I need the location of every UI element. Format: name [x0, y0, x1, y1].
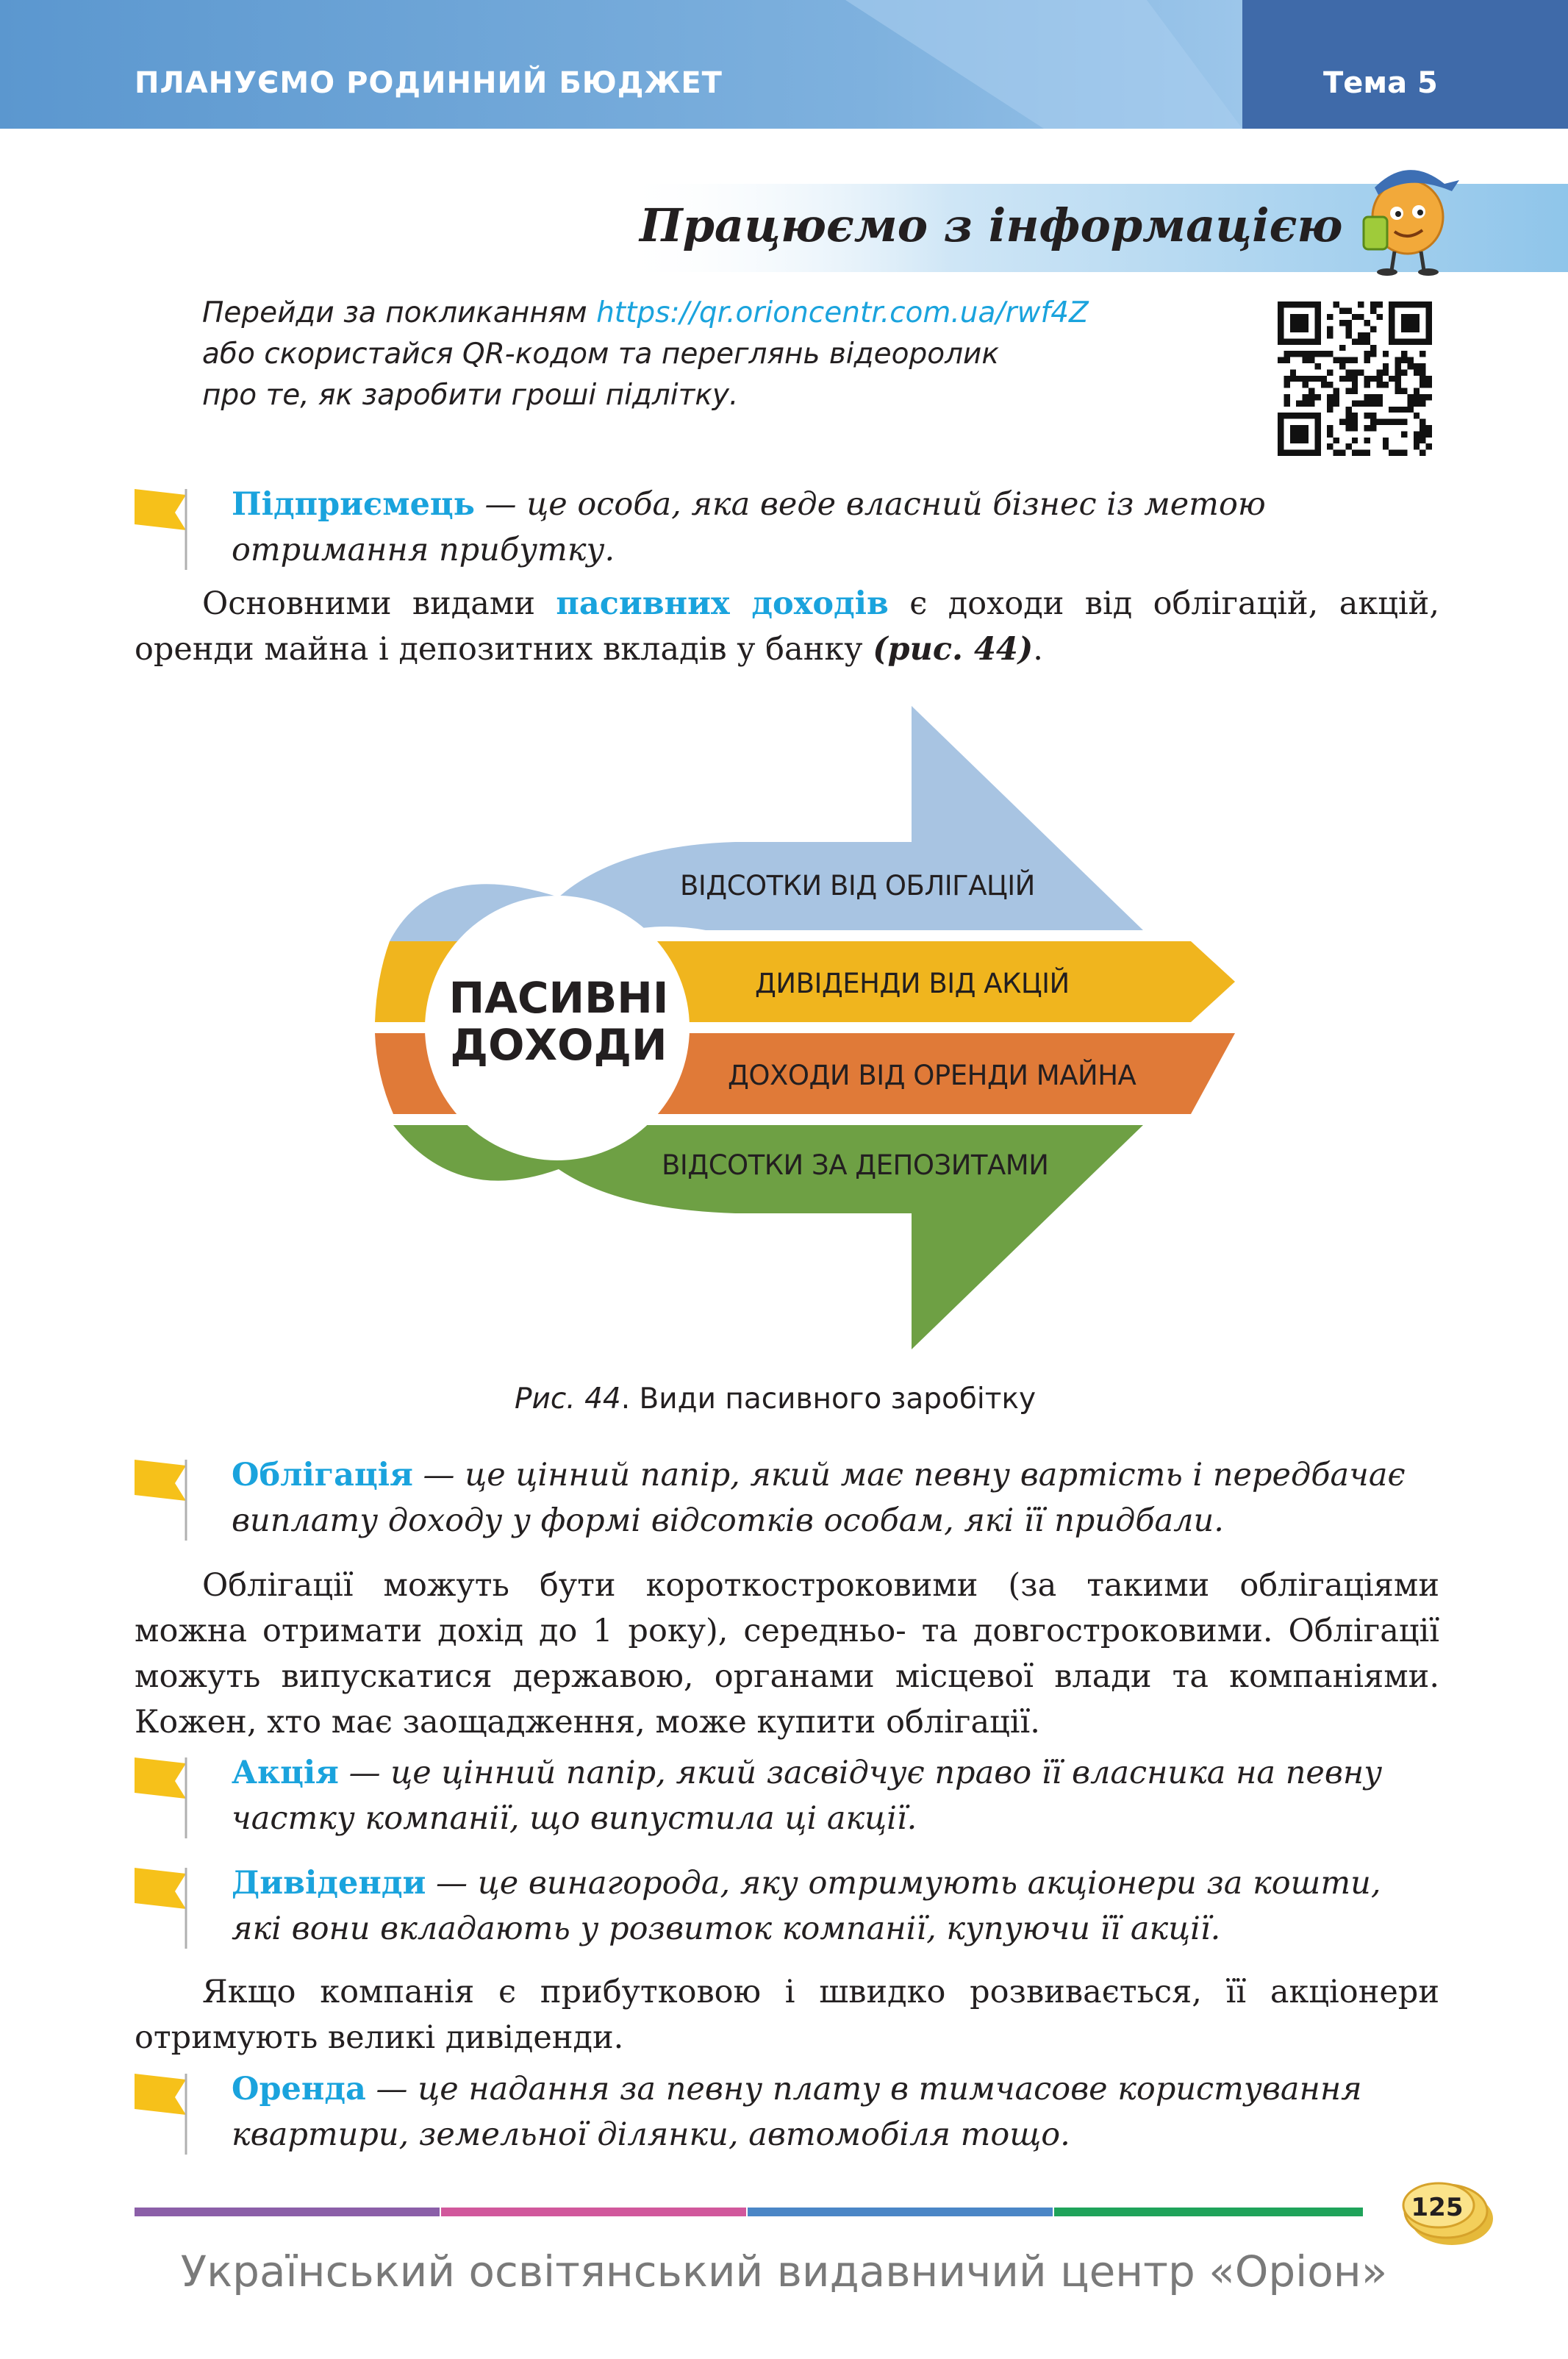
- term-dividends: Дивіденди: [232, 1865, 426, 1902]
- definition-bond: [232, 1452, 1441, 1543]
- page-header: [0, 0, 1568, 129]
- qr-instructions: [202, 293, 1231, 416]
- paragraph-passive-income: [135, 581, 1439, 672]
- footer-stripe-purple: [135, 2208, 440, 2216]
- band-bonds: [390, 706, 1143, 941]
- flag-icon: [135, 1460, 193, 1541]
- figure-caption: [515, 1382, 1036, 1416]
- header-topic: Тема 5: [1323, 66, 1438, 100]
- section-title: Працюємо з інформацією: [640, 199, 1343, 252]
- caption-text: . Види пасивного заробітку: [620, 1382, 1037, 1416]
- highlight-passive-income: пасивних доходів: [556, 585, 889, 622]
- definition-bond-text: — це цінний папір, який має певну вартість і передбачає виплату доходу у формі відсотків особам, які її придбали.: [232, 1457, 1406, 1539]
- text-run: .: [1033, 631, 1043, 668]
- flag-icon: [135, 489, 193, 570]
- header-background: [0, 0, 1568, 129]
- caption-ref: Рис. 44: [515, 1382, 621, 1416]
- footer-stripe-pink: [441, 2208, 746, 2216]
- definition-entrepreneur: [232, 482, 1441, 573]
- flag-icon: [135, 2074, 193, 2155]
- center-label-line1: ПАСИВНІ: [448, 973, 669, 1023]
- text-run: є доходи від облігацій, акцій, оренди майна і депозитних вкладів у банку: [135, 585, 1439, 668]
- qr-text-line3: про те, як заробити гроші підлітку.: [202, 379, 739, 412]
- flag-icon: [135, 1868, 193, 1949]
- definition-rent: [232, 2066, 1441, 2158]
- term-rent: Оренда: [232, 2071, 366, 2108]
- definition-share-text: — це цінний папір, який засвідчує право її власника на певну частку компанії, що випустила ці акції.: [232, 1755, 1383, 1837]
- term-bond: Облігація: [232, 1457, 413, 1493]
- definition-entrepreneur-text: — це особа, яка веде власний бізнес із метою отримання прибутку.: [232, 486, 1266, 568]
- diagram-label-rent: ДОХОДИ ВІД ОРЕНДИ МАЙНА: [728, 1060, 1136, 1091]
- qr-text-line2: або скористайся QR-кодом та переглянь відеоролик: [202, 338, 999, 371]
- qr-code-icon[interactable]: [1278, 301, 1432, 456]
- paragraph-bonds: Облігації можуть бути короткостроковими (за такими облігаціями можна отримати дохід до 1 року), середньо- та довгостроковими. Облігації можуть випускатися державою, органами місцевої влади та компаніями. Кожен, хто має заощадження, може купити облігації.: [135, 1567, 1439, 1741]
- header-title: ПЛАНУЄМО РОДИННИЙ БЮДЖЕТ: [135, 66, 723, 100]
- page-number: 125: [1411, 2193, 1464, 2222]
- paragraph-dividends: Якщо компанія є прибутковою і швидко розвивається, її акціонери отримують великі дивіденди.: [135, 1974, 1439, 2056]
- definition-dividends: [232, 1860, 1441, 1952]
- diagram-center-label: [434, 974, 684, 1068]
- definition-share: [232, 1750, 1441, 1841]
- footer-stripe-green: [1054, 2208, 1363, 2216]
- definition-rent-text: — це надання за певну плату в тимчасове користування квартири, земельної ділянки, автомобіля тощо.: [232, 2071, 1362, 2153]
- diagram-label-shares: ДИВІДЕНДИ ВІД АКЦІЙ: [755, 968, 1070, 999]
- publisher-name: Український освітянський видавничий центр «Оріон»: [180, 2246, 1388, 2296]
- flag-icon: [135, 1757, 193, 1838]
- qr-text-line1: Перейди за покликанням: [202, 296, 597, 329]
- diagram-label-bonds: ВІДСОТКИ ВІД ОБЛІГАЦІЙ: [680, 870, 1035, 902]
- text-run: Основними видами: [202, 585, 556, 622]
- qr-link[interactable]: https://qr.orioncentr.com.ua/rwf4Z: [596, 296, 1089, 329]
- definition-dividends-text: — це винагорода, яку отримують акціонери за кошти, які вони вкладають у розвиток компанії, купуючи її акції.: [232, 1865, 1381, 1947]
- figure-reference: (рис. 44): [873, 631, 1034, 668]
- mascot-icon: [1349, 147, 1467, 276]
- term-entrepreneur: Підприємець: [232, 486, 475, 523]
- center-label-line2: ДОХОДИ: [450, 1020, 667, 1070]
- footer-stripe-blue: [748, 2208, 1053, 2216]
- diagram-label-deposits: ВІДСОТКИ ЗА ДЕПОЗИТАМИ: [662, 1149, 1049, 1181]
- term-share: Акція: [232, 1755, 339, 1791]
